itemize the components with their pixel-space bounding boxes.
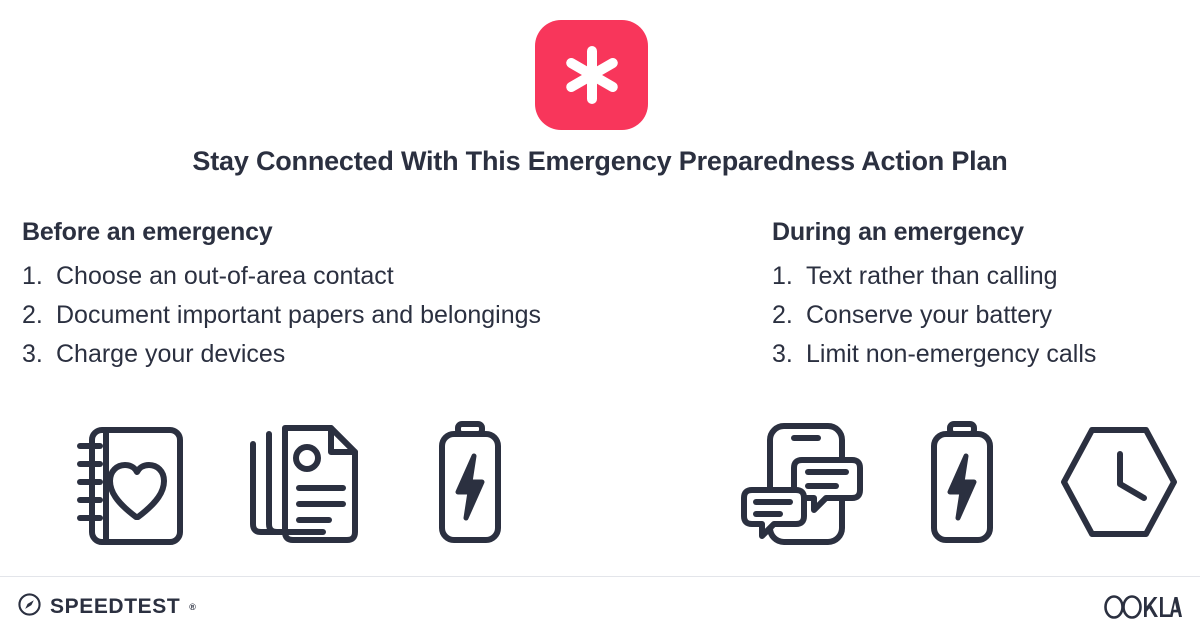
list-item-label: Choose an out-of-area contact: [56, 262, 394, 290]
stacked-documents-icon: [245, 420, 365, 550]
brand-trademark: ®: [189, 602, 196, 612]
list-item-label: Conserve your battery: [806, 301, 1052, 329]
icon-row-before-emergency: [70, 420, 520, 550]
speedtest-asterisk-icon: [561, 44, 623, 106]
list-item-number: 1.: [772, 262, 793, 290]
list-item-label: Text rather than calling: [806, 262, 1058, 290]
list-item: [772, 296, 1192, 335]
battery-bolt-icon: [420, 420, 520, 550]
phone-message-icon: [740, 420, 865, 550]
column-during-emergency: [772, 218, 1192, 374]
battery-bolt-icon: [915, 420, 1008, 550]
speedtest-gauge-icon: [18, 593, 41, 621]
list-item-number: 2.: [22, 301, 43, 329]
list-item-label: Limit non-emergency calls: [806, 340, 1097, 368]
ookla-logo: [1104, 595, 1182, 624]
list-during-emergency: [772, 257, 1192, 374]
list-item-number: 3.: [22, 340, 43, 368]
speedtest-badge: [535, 20, 648, 130]
brand-name: SPEEDTEST: [50, 595, 181, 618]
list-item: [22, 257, 762, 296]
list-item-number: 1.: [22, 262, 43, 290]
column-before-emergency: [22, 218, 762, 374]
list-item: [22, 296, 762, 335]
footer-divider: [0, 576, 1200, 577]
icon-row-during-emergency: [740, 420, 1180, 550]
column-title: During an emergency: [772, 218, 1024, 246]
list-item-number: 2.: [772, 301, 793, 329]
list-item-label: Document important papers and belongings: [56, 301, 542, 329]
list-item: [772, 335, 1192, 374]
hexagon-clock-icon: [1058, 420, 1180, 550]
page-title: Stay Connected With This Emergency Preparedness Action Plan: [192, 146, 1008, 176]
notebook-heart-icon: [70, 420, 190, 550]
list-item: [22, 335, 762, 374]
speedtest-brand: [18, 593, 196, 621]
column-title: Before an emergency: [22, 218, 273, 246]
ookla-wordmark-icon: [1104, 595, 1182, 624]
list-item-label: Charge your devices: [56, 340, 286, 368]
list-before-emergency: [22, 257, 762, 374]
list-item: [772, 257, 1192, 296]
list-item-number: 3.: [772, 340, 793, 368]
